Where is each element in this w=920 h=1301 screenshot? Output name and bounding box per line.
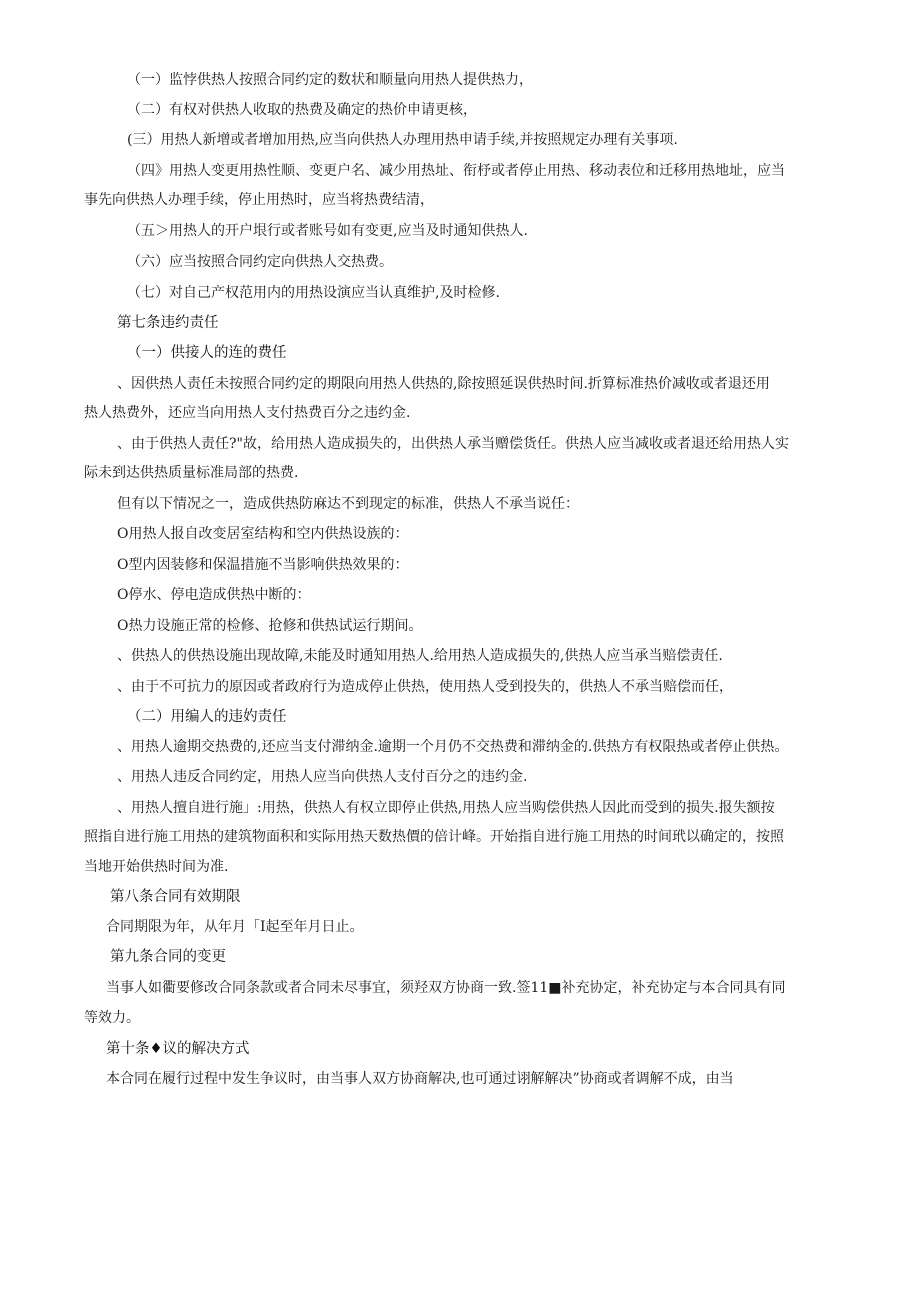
clause-line: 、由于不可抗力的原因或者政府行为造成停止供热，使用热人受到投失的，供热人不承当赔偿而任， xyxy=(117,679,733,695)
subsection-heading: （一）供接人的连的费任 xyxy=(127,345,287,361)
clause-line: 热人热费外，还应当向用热人支付热费百分之违约金. xyxy=(84,405,411,421)
list-item: O热力设施正常的检修、抢修和供热试运行期间。 xyxy=(117,618,423,634)
list-item: O停水、停电造成供热中断的： xyxy=(117,587,311,603)
clause-line: 、由于供热人责任?"故，给用热人造成损失的，出供热人承当赠偿货任。供热人应当减收或者退还给用热人实 xyxy=(117,436,789,452)
clause-line: 本合同在履行过程中发生争议时，由当事人双方协商解决,也可通过诩解解决”协商或者调解不成，由当 xyxy=(106,1071,734,1087)
list-item: O用热人报自改变居室结构和空内供热设族的： xyxy=(117,526,409,542)
clause-line: 、供热人的供热设施出现故障,未能及时通知用热人.给用热人造成损失的,供热人应当承当赔偿责任. xyxy=(117,648,723,664)
section-heading: 第八条合同有效期限 xyxy=(110,889,241,905)
clause-line: （一）监悖供热人按照合同约定的数状和顺量向用热人提供热力， xyxy=(127,72,533,88)
clause-line: （七）对自己产权范用内的用热设演应当认真维护,及时检修. xyxy=(127,285,500,301)
clause-line: （六）应当按照合同约定向供热人交热费。 xyxy=(127,254,393,270)
subsection-heading: （二）用编人的违妁责任 xyxy=(127,709,287,725)
clause-line: 、用热人擅自进行施」:用热，供热人有权立即停止供热,用热人应当购偿供热人因此而受到的损失.报失额按 xyxy=(117,800,775,816)
clause-line: （四》用热人变更用热性顺、变更户名、减少用热址、衔杼或者停止用热、移动表位和迁移用热地址，应当 xyxy=(127,163,785,179)
clause-line: 照指自进行施工用热的建筑物面积和实际用热天数热價的倍计峰。开始指自进行施工用热的时间玳以确定的，按照 xyxy=(84,829,784,845)
clause-line: 当事人如衢要修改合同条款或者合同未尽事宜，须羟双方协商一致.签11■补充协定，补充协定与本合同具有同 xyxy=(106,980,786,996)
section-heading: 第九条合同的变更 xyxy=(110,949,226,965)
clause-line: 但有以下情况之一，造成供热防麻达不到现定的标准，供热人不承当说任： xyxy=(117,496,579,512)
clause-line: （二）有权对供热人收取的热费及确定的热价申请更核， xyxy=(127,102,477,118)
section-heading: 第七条违约责任 xyxy=(117,315,219,331)
clause-line: 事先向供热人办理手续，停止用热时，应当将热费结清， xyxy=(84,192,434,208)
clause-line: 、因供热人责任未按照合同约定的期限向用热人供热的,除按照延误供热时间.折算标准热价减收或者退还用 xyxy=(117,376,770,392)
clause-line: （五＞用热人的开户垠行或者账号如有变更,应当及时通知供热人. xyxy=(127,223,528,239)
list-item: O型内因装修和保温措施不当影响供热效果的： xyxy=(117,557,409,573)
clause-line: 当地开始供热时间为准. xyxy=(84,859,229,875)
clause-line: 等效力。 xyxy=(84,1010,140,1026)
clause-line: 合同期限为年，从年月「I起至年月日止。 xyxy=(106,919,364,935)
clause-line: (三）用热人新增或者增加用热,应当向供热人办理用热申请手续,并按照规定办理有关事项. xyxy=(127,132,678,148)
clause-line: 际未到达供热质量标准局部的热费. xyxy=(84,465,299,481)
clause-line: 、用热人逾期交热费的,还应当支付滞纳金.逾期一个月仍不交热费和滞纳金的.供热方有权限热或者停止供热。 xyxy=(117,739,789,755)
section-heading: 第十条♦议的解决方式 xyxy=(106,1041,250,1057)
clause-line: 、用热人违反合同约定，用热人应当向供热人支付百分之的违约金. xyxy=(117,769,528,785)
